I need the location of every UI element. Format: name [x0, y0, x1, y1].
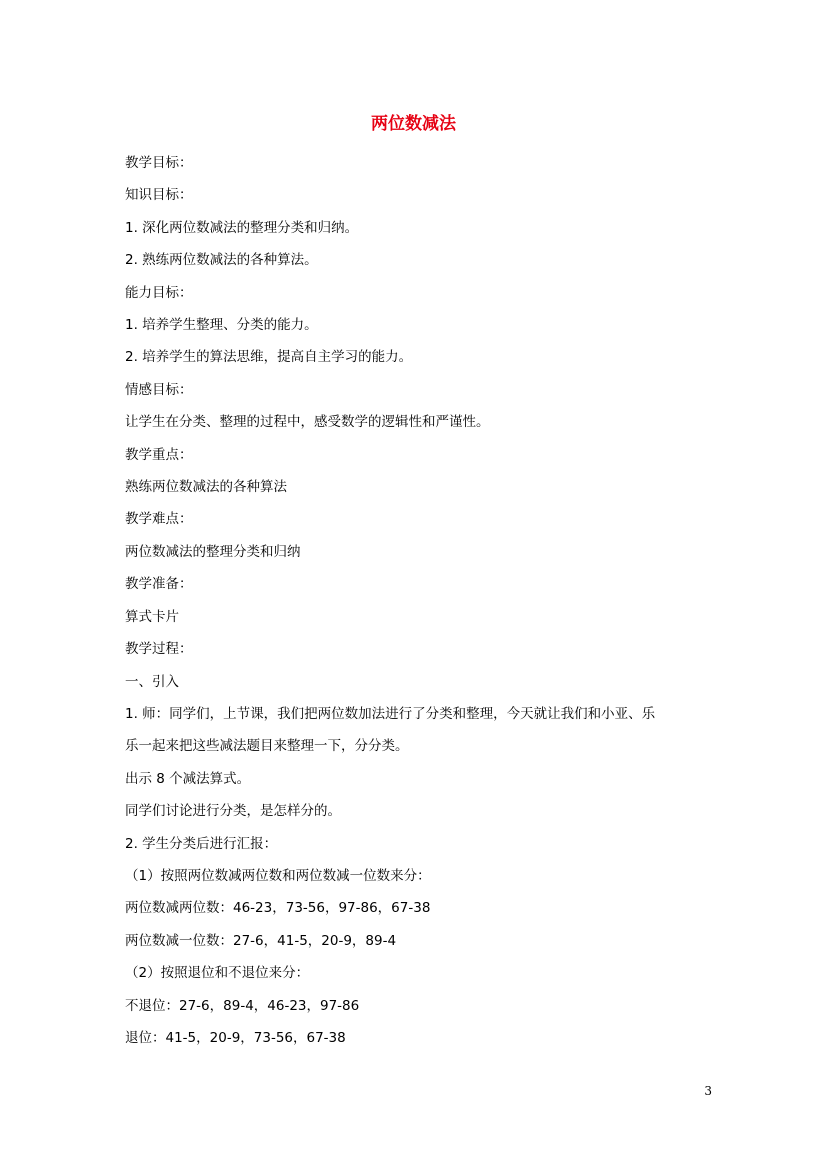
text-line: 教学目标：	[125, 155, 193, 171]
text-line: 1. 师：同学们，上节课，我们把两位数加法进行了分类和整理，今天就让我们和小亚、乐	[125, 705, 656, 722]
text-line: 熟练两位数减法的各种算法	[125, 479, 287, 496]
text-line: 知识目标：	[125, 187, 193, 204]
text-line: 教学准备：	[125, 576, 193, 593]
text-line: 乐一起来把这些减法题目来整理一下，分分类。	[125, 738, 409, 755]
text-line: 两位数减两位数：46-23，73-56，97-86，67-38	[125, 900, 431, 917]
text-line: 退位：41-5，20-9，73-56，67-38	[125, 1029, 346, 1046]
text-line: （2）按照退位和不退位来分：	[125, 965, 310, 982]
text-line: 让学生在分类、整理的过程中，感受数学的逻辑性和严谨性。	[125, 414, 490, 431]
text-line: 1. 培养学生整理、分类的能力。	[125, 317, 318, 334]
text-line: 教学难点：	[125, 511, 193, 528]
text-line: 一、引入	[125, 673, 179, 690]
text-line: 教学过程：	[125, 641, 193, 658]
text-line: 2. 熟练两位数减法的各种算法。	[125, 252, 318, 269]
text-line: 教学重点：	[125, 446, 193, 463]
text-line: 算式卡片	[125, 608, 179, 625]
text-line: 1. 深化两位数减法的整理分类和归纳。	[125, 219, 359, 236]
text-line: 2. 培养学生的算法思维，提高自主学习的能力。	[125, 349, 413, 366]
text-line: 同学们讨论进行分类，是怎样分的。	[125, 803, 341, 820]
text-line: （1）按照两位数减两位数和两位数减一位数来分：	[125, 867, 431, 884]
text-line: 出示 8 个减法算式。	[125, 770, 251, 787]
document-title: 两位数减法	[371, 114, 456, 134]
document-body	[125, 147, 710, 1054]
text-line: 能力目标：	[125, 284, 193, 301]
text-line: 两位数减法的整理分类和归纳	[125, 543, 301, 560]
page-number: 3	[704, 1084, 712, 1098]
text-line: 两位数减一位数：27-6，41-5，20-9，89-4	[125, 932, 397, 949]
text-line: 2. 学生分类后进行汇报：	[125, 835, 278, 852]
text-line: 不退位：27-6，89-4，46-23，97-86	[125, 997, 360, 1014]
text-line: 情感目标：	[125, 381, 193, 398]
